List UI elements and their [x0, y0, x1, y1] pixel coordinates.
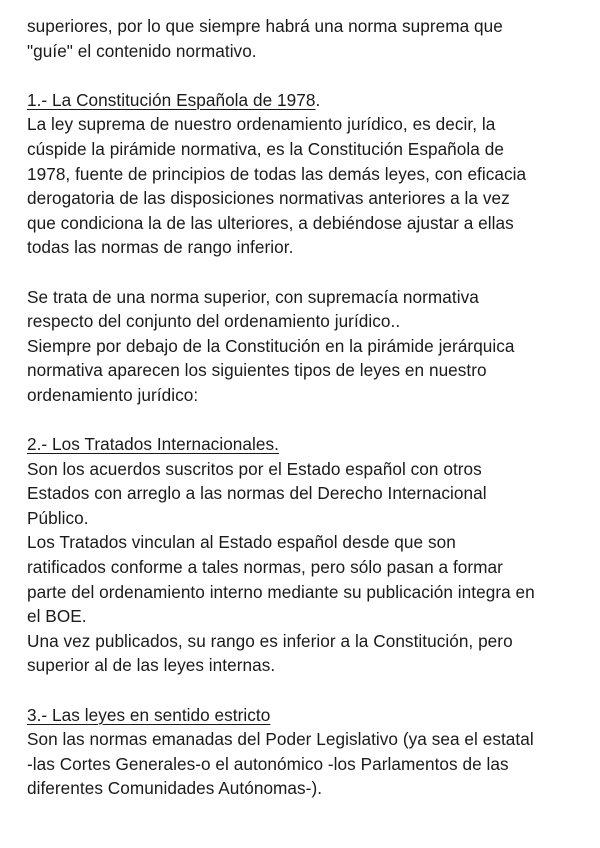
text-line: Son las normas emanadas del Poder Legislativo (ya sea el estatal [27, 729, 534, 750]
section-heading: 3.- Las leyes en sentido estricto [27, 704, 271, 725]
text-line: parte del ordenamiento interno mediante su publicación integra en [27, 581, 535, 602]
paragraph [27, 727, 576, 801]
text-line: -las Cortes Generales-o el autonómico -los Parlamentos de las [27, 753, 509, 774]
section-constitucion [27, 88, 576, 408]
text-line: que condiciona la de las ulteriores, a debiéndose ajustar a ellas [27, 212, 514, 233]
section-heading-line [27, 703, 576, 728]
spacer [27, 260, 576, 285]
paragraph [27, 112, 576, 260]
text-line: Una vez publicados, su rango es inferior a la Constitución, pero [27, 630, 513, 651]
text-line: cúspide la pirámide normativa, es la Constitución Española de [27, 138, 504, 159]
text-line: Siempre por debajo de la Constitución en la pirámide jerárquica [27, 335, 515, 356]
heading-suffix: . [315, 89, 321, 110]
text-line: diferentes Comunidades Autónomas-). [27, 778, 323, 799]
text-line: todas las normas de rango inferior. [27, 237, 294, 258]
text-line: ordenamiento jurídico: [27, 384, 199, 405]
spacer [27, 678, 576, 703]
text-line: derogatoria de las disposiciones normativas anteriores a la vez [27, 188, 510, 209]
section-heading: 2.- Los Tratados Internacionales. [27, 434, 279, 455]
text-line: el BOE. [27, 606, 87, 627]
text-line: "guíe" el contenido normativo. [27, 40, 257, 61]
text-line: 1978, fuente de principios de todas las demás leyes, con eficacia [27, 163, 527, 184]
text-line: Se trata de una norma superior, con supremacía normativa [27, 286, 479, 307]
text-line: La ley suprema de nuestro ordenamiento jurídico, es decir, la [27, 114, 496, 135]
spacer [27, 408, 576, 433]
text-line: superior al de las leyes internas. [27, 655, 276, 676]
text-line: Los Tratados vinculan al Estado español desde que son [27, 532, 456, 553]
paragraph [27, 457, 576, 678]
section-leyes [27, 703, 576, 801]
text-line: Estados con arreglo a las normas del Derecho Internacional [27, 483, 487, 504]
section-tratados [27, 432, 576, 678]
intro-text [27, 14, 576, 63]
section-heading: 1.- La Constitución Española de 1978 [27, 89, 316, 110]
text-line: superiores, por lo que siempre habrá una norma suprema que [27, 16, 503, 36]
section-heading-line [27, 432, 576, 457]
paragraph [27, 285, 576, 408]
text-line: respecto del conjunto del ordenamiento jurídico.. [27, 311, 401, 332]
spacer [27, 63, 576, 88]
text-line: normativa aparecen los siguientes tipos de leyes en nuestro [27, 360, 487, 381]
section-heading-line [27, 88, 576, 113]
text-line: Público. [27, 507, 89, 528]
text-line: ratificados conforme a tales normas, pero sólo pasan a formar [27, 557, 503, 578]
text-line: Son los acuerdos suscritos por el Estado español con otros [27, 458, 482, 479]
